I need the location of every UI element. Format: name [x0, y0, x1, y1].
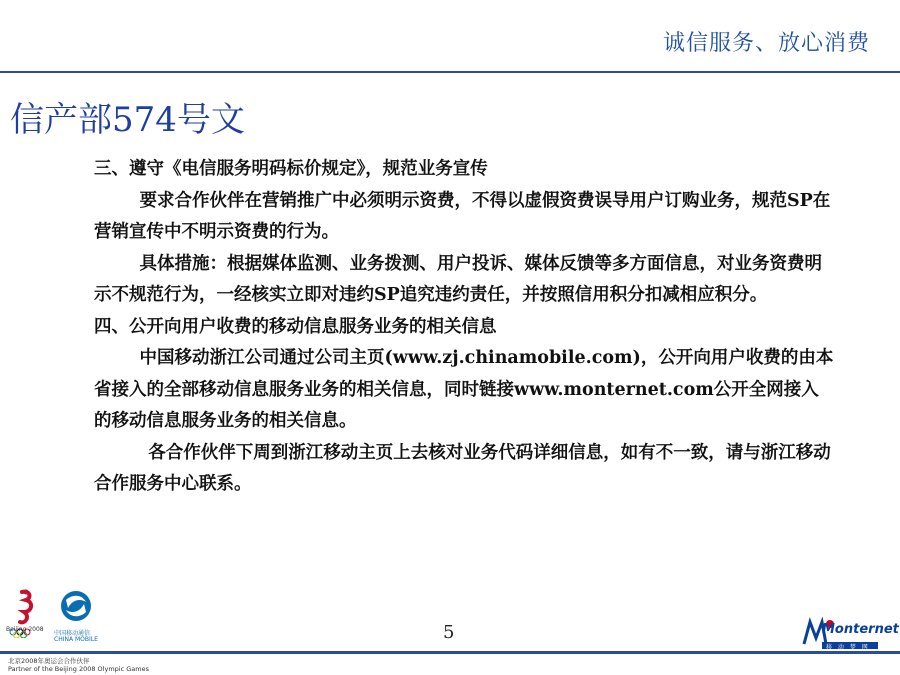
beijing-2008-logo [6, 588, 48, 642]
header-slogan: 诚信服务、放心消费 [662, 31, 870, 56]
cm-logo-text-cn: 中国移动通信 [54, 630, 91, 637]
monternet-logo [800, 614, 899, 654]
beijing-logo-text: Beijing 2008 [6, 626, 44, 633]
section4-paragraph-1: 中国移动浙江公司通过公司主页(www.zj.chinamobile.com)，公开向用户收费的由本省接入的全部移动信息服务业务的相关信息，同时链接www.monternet.com公开全网接入的移动信息服务业务的相关信息。 [94, 348, 834, 431]
partner-text-en: Partner of the Beijing 2008 Olympic Games [8, 665, 149, 673]
monternet-wordmark: Monternet [822, 622, 899, 637]
bottom-divider [0, 651, 900, 654]
page-number: 5 [443, 622, 455, 643]
section3-paragraph-1: 要求合作伙伴在营销推广中必须明示资费，不得以虚假资费误导用户订购业务，规范SP在营销宣传中不明示资费的行为。 [94, 190, 831, 242]
cm-logo-text-en: CHINA MOBILE [54, 636, 98, 643]
china-mobile-logo [54, 588, 98, 643]
olympic-partner-text [8, 657, 149, 673]
section3-heading: 三、遵守《电信服务明码标价规定》，规范业务宣传 [94, 159, 488, 179]
slide-title: 信产部574号文 [10, 100, 245, 140]
section4-paragraph-2: 各合作伙伴下周到浙江移动主页上去核对业务代码详细信息，如有不一致，请与浙江移动合作服务中心联系。 [94, 442, 831, 494]
section4-heading: 四、公开向用户收费的移动信息服务业务的相关信息 [94, 316, 497, 337]
partner-text-cn: 北京2008年奥运会合作伙伴 [8, 657, 90, 665]
monternet-subtext: 移 动 梦 网 [826, 644, 870, 651]
section3-paragraph-2: 具体措施：根据媒体监测、业务拨测、用户投诉、媒体反馈等多方面信息，对业务资费明示不规范行为，一经核实立即对违约SP追究违约责任，并按照信用积分扣减相应积分。 [94, 253, 822, 305]
top-divider [0, 71, 900, 73]
slide-content [94, 154, 834, 501]
